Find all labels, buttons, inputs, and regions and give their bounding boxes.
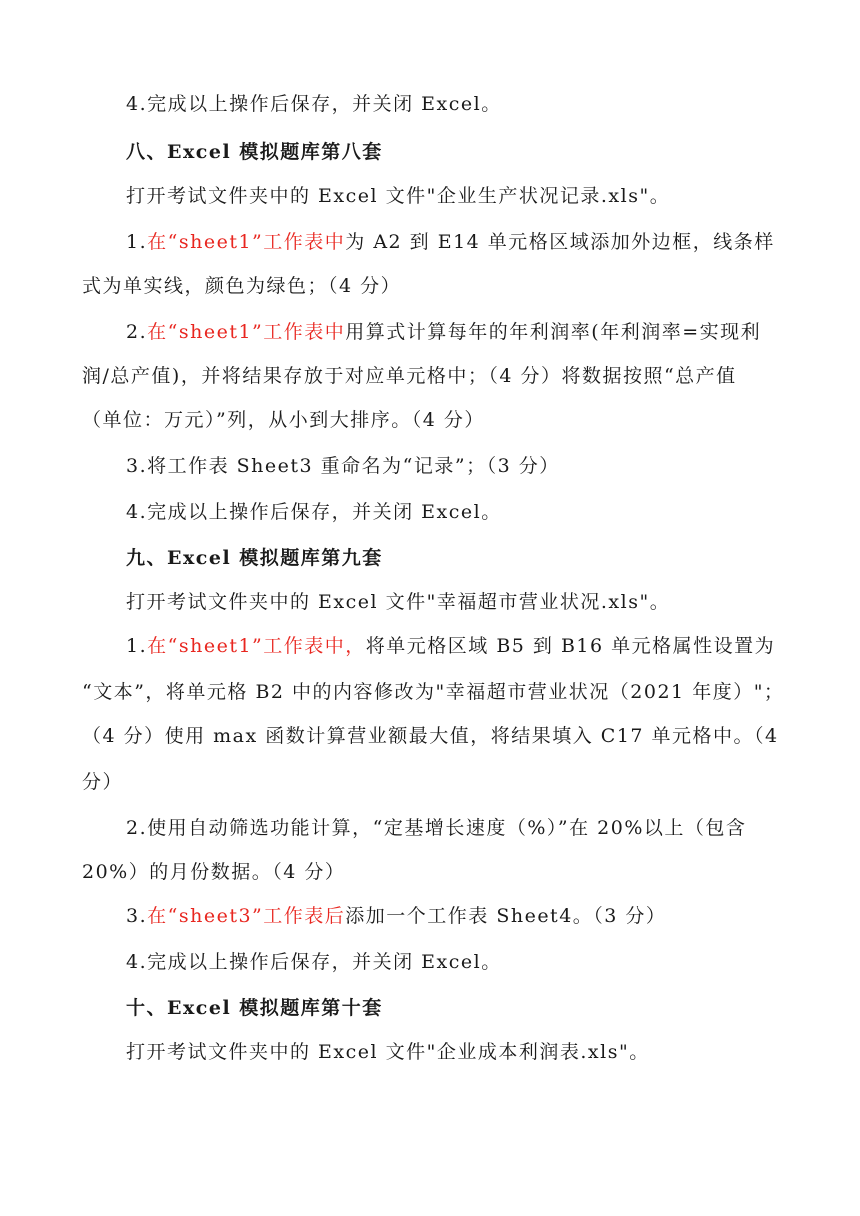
section-8-step-1: [126, 230, 775, 254]
section-8-step-2-cont2: （单位：万元）”列，从小到大排序。（4 分）: [82, 409, 485, 431]
section-9-step-2-cont: 20%）的月份数据。（4 分）: [82, 861, 346, 883]
step-text: 为 A2 到 E14 单元格区域添加外边框，线条样: [345, 231, 775, 253]
highlight-text: 在“sheet3”工作表后: [147, 905, 346, 927]
section-8-step-2-cont: 润/总产值)，并将结果存放于对应单元格中；（4 分）将数据按照“总产值: [82, 365, 737, 387]
step-number: 3.: [126, 905, 148, 927]
section-9-step-1-cont3: 分）: [82, 771, 124, 793]
section-9-open-file: 打开考试文件夹中的 Excel 文件"幸福超市营业状况.xls"。: [126, 591, 671, 613]
section-8-step-1-cont: 式为单实线，颜色为绿色；（4 分）: [82, 275, 402, 297]
section-10-heading: 十、Excel 模拟题库第十套: [126, 997, 383, 1019]
section-8-heading: 八、Excel 模拟题库第八套: [126, 141, 383, 163]
section-9-step-3: [126, 904, 666, 928]
section-9-step-4: 4.完成以上操作后保存，并关闭 Excel。: [126, 951, 502, 973]
step-number: 2.: [126, 321, 148, 343]
section-10-open-file: 打开考试文件夹中的 Excel 文件"企业成本利润表.xls"。: [126, 1041, 650, 1063]
section-8-step-3: 3.将工作表 Sheet3 重命名为“记录”；（3 分）: [126, 455, 560, 477]
step-text: 添加一个工作表 Sheet4。（3 分）: [345, 905, 667, 927]
highlight-text: 在“sheet1”工作表中: [147, 321, 346, 343]
step-number: 1.: [126, 635, 148, 657]
section-9-heading: 九、Excel 模拟题库第九套: [126, 547, 383, 569]
section-8-step-4: 4.完成以上操作后保存，并关闭 Excel。: [126, 501, 502, 523]
section-9-step-1-cont: “文本”，将单元格 B2 中的内容修改为"幸福超市营业状况（2021 年度）"；: [82, 681, 785, 703]
step-4-save-prev: 4.完成以上操作后保存，并关闭 Excel。: [126, 93, 502, 115]
step-text: 将单元格区域 B5 到 B16 单元格属性设置为: [365, 635, 776, 657]
step-number: 1.: [126, 231, 148, 253]
section-9-step-1-cont2: （4 分）使用 max 函数计算营业额最大值，将结果填入 C17 单元格中。（4: [82, 725, 779, 747]
section-9-step-2: 2.使用自动筛选功能计算，“定基增长速度（%）”在 20%以上（包含: [126, 817, 747, 839]
section-8-step-2: [126, 320, 761, 344]
step-text: 用算式计算每年的年利润率(年利润率=实现利: [345, 321, 762, 343]
section-8-open-file: 打开考试文件夹中的 Excel 文件"企业生产状况记录.xls"。: [126, 185, 671, 207]
highlight-text: 在“sheet1”工作表中，: [147, 635, 366, 657]
highlight-text: 在“sheet1”工作表中: [147, 231, 346, 253]
section-9-step-1: [126, 634, 775, 658]
